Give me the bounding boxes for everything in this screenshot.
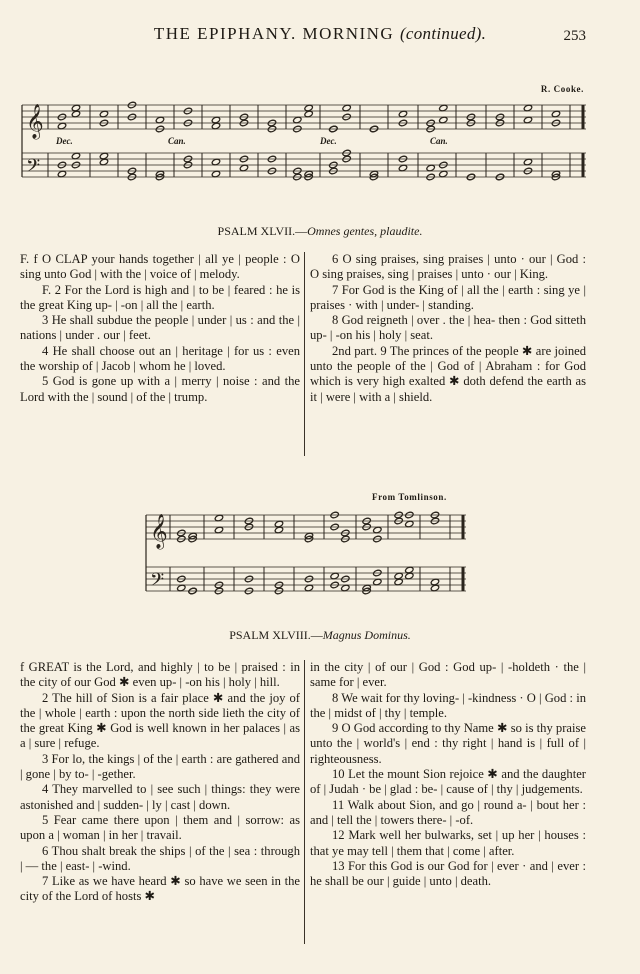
psalm48-verse-3: 3 For lo, the kings | of the | earth : are gathered and | gone | by to- | -gether. [20, 751, 300, 782]
psalm47-verse-6: 6 O sing praises, sing praises | unto · our | God : O sing praises, sing | praises | unto · our | King. [310, 252, 586, 282]
chant1-label-can-1: Can. [168, 136, 186, 146]
psalm48-title: PSALM XLVIII. [229, 628, 311, 642]
psalm48-verse-10: 10 Let the mount Sion rejoice ✱ and the daughter of | Judah · be | glad : be- | cause of | thy | judgements. [310, 767, 586, 797]
psalm47-right-column [310, 252, 586, 405]
chant1-bass-staff [22, 149, 586, 181]
psalm47-verse-9: 2nd part. 9 The princes of the people ✱ are joined unto the people of the | God of | Abraham : for God which is very high exalted ✱ doth defend the earth as it | were | with a | shield. [310, 343, 586, 404]
psalm48-column-divider [304, 660, 305, 944]
chant2-source: From Tomlinson. [372, 492, 447, 502]
psalm47-verse-2: F. 2 For the Lord is high and | to be | feared : he is the great King up- | -on | all the | earth. [20, 282, 300, 312]
chant2-bass-clef: 𝄢 [150, 570, 165, 595]
psalm47-verse-7: 7 For God is the King of | all the | earth : sing ye | praises · with | under- | standing. [310, 282, 586, 312]
header-title: THE EPIPHANY. MORNING [153, 24, 395, 43]
psalm48-verse-2: 2 The hill of Sion is a fair place ✱ and the joy of the | whole | earth : upon the north side lieth the city of the great King ✱ God is well known in her palaces | as a | sure | refuge. [20, 690, 300, 751]
page-header [0, 24, 640, 44]
chant1-composer: R. Cooke. [540, 84, 584, 94]
page-number: 253 [563, 28, 586, 44]
psalm48-verse-11: 11 Walk about Sion, and go | round a- | bout her : and | tell the | towers there- | -of. [310, 797, 586, 827]
psalm48-verse-7: 7 Like as we have heard ✱ so have we seen in the city of the Lord of hosts ✱ [20, 874, 300, 904]
psalm47-subtitle: Omnes gentes, plaudite. [307, 224, 423, 238]
psalm47-column-divider [304, 252, 305, 456]
chant2-bass-staff [146, 566, 466, 595]
chant1-treble-staff [22, 101, 586, 133]
chant1-label-can-2: Can. [430, 136, 448, 146]
chant1-treble-clef: 𝄞 [26, 104, 44, 139]
psalm48-verse-13: 13 For this God is our God for | ever · and | ever : he shall be our | guide | unto | death. [310, 858, 586, 889]
psalm47-verse-4: 4 He shall choose out an | heritage | for us : even the worship of | Jacob | whom he | loved. [20, 343, 300, 374]
chant2-treble-staff [146, 511, 466, 543]
psalm48-verse-4: 4 They marvelled to | see such | things: they were astonished and | sudden- | ly | cast | down. [20, 782, 300, 812]
chant1-bass-clef: 𝄢 [26, 156, 41, 181]
header-continued: (continued). [399, 24, 487, 43]
psalm48-left-column [20, 660, 300, 905]
psalm48-verse-1: f GREAT is the Lord, and highly | to be | praised : in the city of our God ✱ even up- | -on his | holy | hill. [20, 660, 300, 690]
psalm48-verse-5: 5 Fear came there upon | them and | sorrow: as upon a | woman | in her | travail. [20, 812, 300, 843]
psalm47-verse-5: 5 God is gone up with a | merry | noise : and the Lord with the | sound | of the | trump. [20, 374, 300, 404]
chant1-label-dec-2: Dec. [320, 136, 337, 146]
chant2-treble-clef: 𝄞 [150, 514, 168, 549]
psalm47-verse-3: 3 He shall subdue the people | under | us : and the | nations | under . our | feet. [20, 313, 300, 343]
psalm47-title: PSALM XLVII. [217, 224, 296, 238]
psalm47-verse-1: F. f O CLAP your hands together | all ye | people : O sing unto God | with the | voice of | melody. [20, 252, 300, 282]
psalm48-verse-7-continued: in the city | of our | God : God up- | -holdeth · the | same for | ever. [310, 660, 586, 690]
psalm48-verse-8: 8 We wait for thy loving- | -kindness · O | God : in the | midst of | thy | temple. [310, 690, 586, 720]
psalm48-verse-6: 6 Thou shalt break the ships | of the | sea : through | — the | east- | -wind. [20, 843, 300, 873]
chant2-music-score [144, 505, 466, 605]
psalm48-verse-9: 9 O God according to thy Name ✱ so is thy praise unto the | world's | end : thy right | hand is | full of | righteousness. [310, 721, 586, 766]
chant1-label-dec-1: Dec. [56, 136, 73, 146]
psalm48-verse-12: 12 Mark well her bulwarks, set | up her | houses : that ye may tell | them that | come | after. [310, 828, 586, 858]
psalm48-subtitle: Magnus Dominus. [322, 628, 411, 642]
chant1-music-score [20, 95, 586, 195]
psalm47-heading: PSALM XLVII.—Omnes gentes, plaudite. [217, 224, 423, 238]
psalm47-left-column [20, 252, 300, 405]
psalm48-right-column [310, 660, 586, 889]
psalm48-heading: PSALM XLVIII.—Magnus Dominus. [229, 628, 411, 642]
psalm47-verse-8: 8 God reigneth | over . the | hea- then : God sitteth up- | -on his | holy | seat. [310, 313, 586, 343]
